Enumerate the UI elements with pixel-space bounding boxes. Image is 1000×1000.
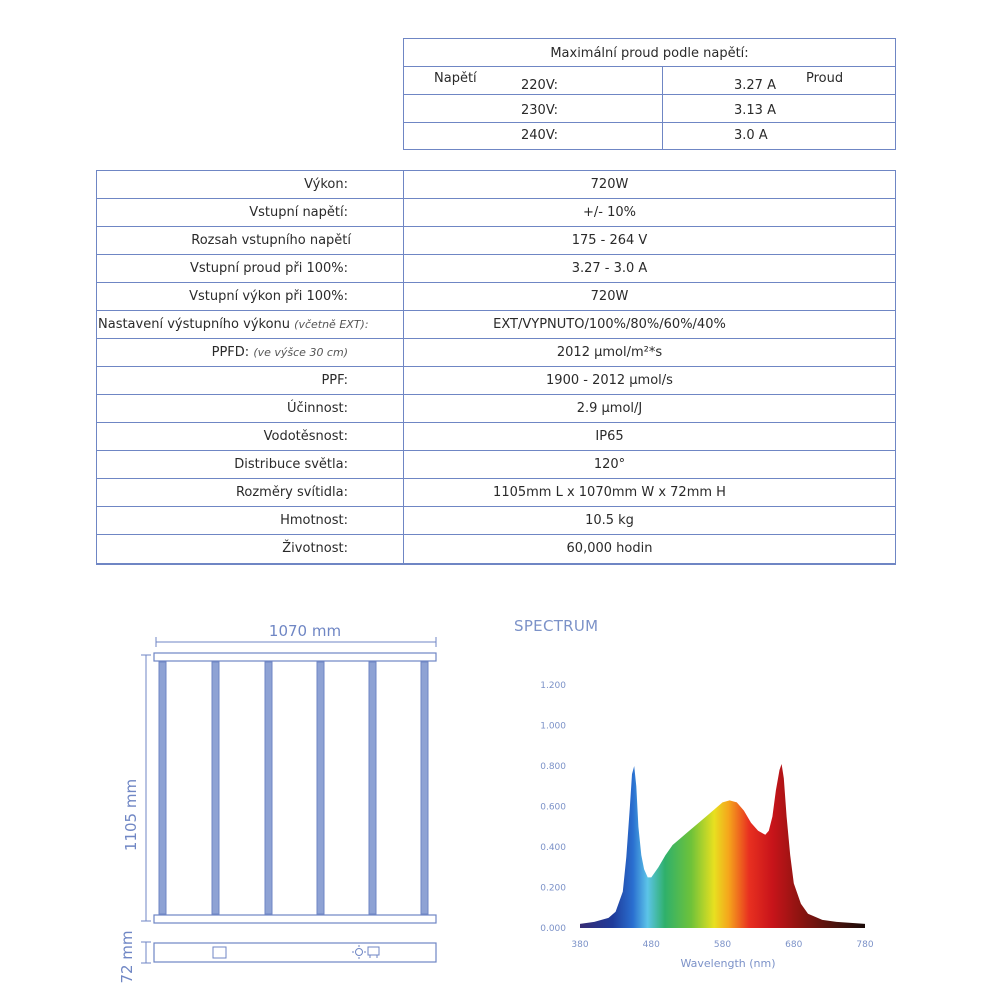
spec-value: 2.9 µmol/J: [576, 401, 643, 416]
height-dimension-label: 72 mm: [118, 930, 136, 984]
spec-label: PPFD: (ve výšce 30 cm): [97, 339, 404, 366]
y-tick-label: 0.400: [540, 843, 566, 853]
x-tick-label: 580: [713, 940, 732, 950]
spec-label: Životnost:: [97, 535, 404, 563]
x-tick-label: 480: [642, 940, 660, 950]
current-header: Proud: [806, 71, 844, 86]
spec-row: [97, 171, 895, 199]
spec-row: [97, 395, 895, 423]
led-bar: [369, 662, 376, 914]
spec-value: 10.5 kg: [585, 513, 634, 528]
spec-label: Vstupní napětí:: [97, 199, 404, 226]
spec-row: [97, 507, 895, 535]
current-table-title: Maximální proud podle napětí:: [404, 39, 895, 67]
current-table: [403, 38, 896, 150]
spec-value: 1900 - 2012 µmol/s: [546, 373, 673, 388]
spec-label: Vodotěsnost:: [97, 423, 404, 450]
spec-row: [97, 535, 895, 563]
spec-label: Distribuce světla:: [97, 451, 404, 478]
voltage-cell: 230V:: [521, 103, 559, 118]
spec-row: [97, 479, 895, 507]
voltage-cell: 220V:: [521, 78, 559, 93]
fixture-side-view: [154, 943, 436, 962]
spec-label: Výkon:: [97, 171, 404, 198]
spec-value: EXT/VYPNUTO/100%/80%/60%/40%: [493, 317, 726, 332]
led-bar: [265, 662, 272, 914]
y-tick-label: 1.200: [540, 681, 566, 691]
row-divider: [404, 94, 895, 95]
x-axis-label: Wavelength (nm): [680, 957, 776, 970]
spec-value: 3.27 - 3.0 A: [571, 261, 648, 276]
spec-row: [97, 199, 895, 227]
spec-row: [97, 311, 895, 339]
current-table-divider: [662, 67, 663, 149]
spec-row: [97, 283, 895, 311]
y-tick-label: 0.200: [540, 883, 566, 894]
spec-note: (ve výšce 30 cm): [253, 346, 348, 359]
spec-value: +/- 10%: [583, 205, 636, 220]
led-bar: [159, 662, 166, 914]
x-tick-label: 380: [571, 940, 589, 950]
spec-label: Vstupní proud při 100%:: [97, 255, 404, 282]
y-tick-label: 0.600: [540, 802, 566, 813]
x-tick-label: 680: [785, 940, 803, 950]
led-bar: [212, 662, 219, 914]
voltage-cell: 240V:: [521, 128, 559, 143]
fixture-frame: [154, 653, 436, 923]
spec-value: 720W: [590, 289, 629, 304]
x-tick-label: 780: [856, 940, 874, 950]
spec-label: Hmotnost:: [97, 507, 404, 534]
spectrum-title: SPECTRUM: [514, 617, 599, 635]
spec-table: [96, 170, 896, 565]
spec-row: [97, 423, 895, 451]
current-cell: 3.27 A: [734, 78, 776, 93]
y-tick-label: 0.000: [540, 924, 566, 934]
spec-row: [97, 367, 895, 395]
spec-row: [97, 227, 895, 255]
spec-value: 175 - 264 V: [571, 233, 648, 248]
spec-label: Rozsah vstupního napětí: [97, 227, 404, 254]
spec-row: [97, 451, 895, 479]
length-dimension-label: 1105 mm: [122, 778, 140, 852]
spec-note: (včetně EXT):: [294, 318, 369, 331]
spec-label: Vstupní výkon při 100%:: [97, 283, 404, 310]
spec-value: 120°: [593, 457, 626, 472]
spec-value: 1105mm L x 1070mm W x 72mm H: [493, 485, 726, 500]
spec-label: Účinnost:: [97, 395, 404, 422]
led-bar: [421, 662, 428, 914]
spec-value: 720W: [590, 177, 629, 192]
current-cell: 3.0 A: [734, 128, 768, 143]
spec-value: 2012 µmol/m²*s: [556, 345, 663, 360]
length-dimension-line: [141, 655, 151, 921]
spec-label: Nastavení výstupního výkonu (včetně EXT):: [97, 311, 404, 338]
spec-value: 60,000 hodin: [566, 541, 653, 556]
led-bars: [159, 662, 428, 914]
spec-row: [97, 339, 895, 367]
spectrum-chart: [500, 670, 890, 980]
height-dimension-line: [141, 942, 151, 963]
led-bar: [317, 662, 324, 914]
current-cell: 3.13 A: [734, 103, 776, 118]
row-divider: [404, 122, 895, 123]
spec-label: PPF:: [97, 367, 404, 394]
width-dimension-label: 1070 mm: [268, 622, 342, 640]
y-tick-label: 0.800: [540, 762, 566, 772]
spec-value: IP65: [595, 429, 624, 444]
fixture-dimension-drawing: [110, 615, 450, 995]
spectrum-area: [580, 764, 865, 928]
y-tick-label: 1.000: [540, 721, 566, 732]
spec-row: [97, 255, 895, 283]
spec-label: Rozměry svítidla:: [97, 479, 404, 506]
voltage-header: Napětí: [434, 71, 477, 86]
